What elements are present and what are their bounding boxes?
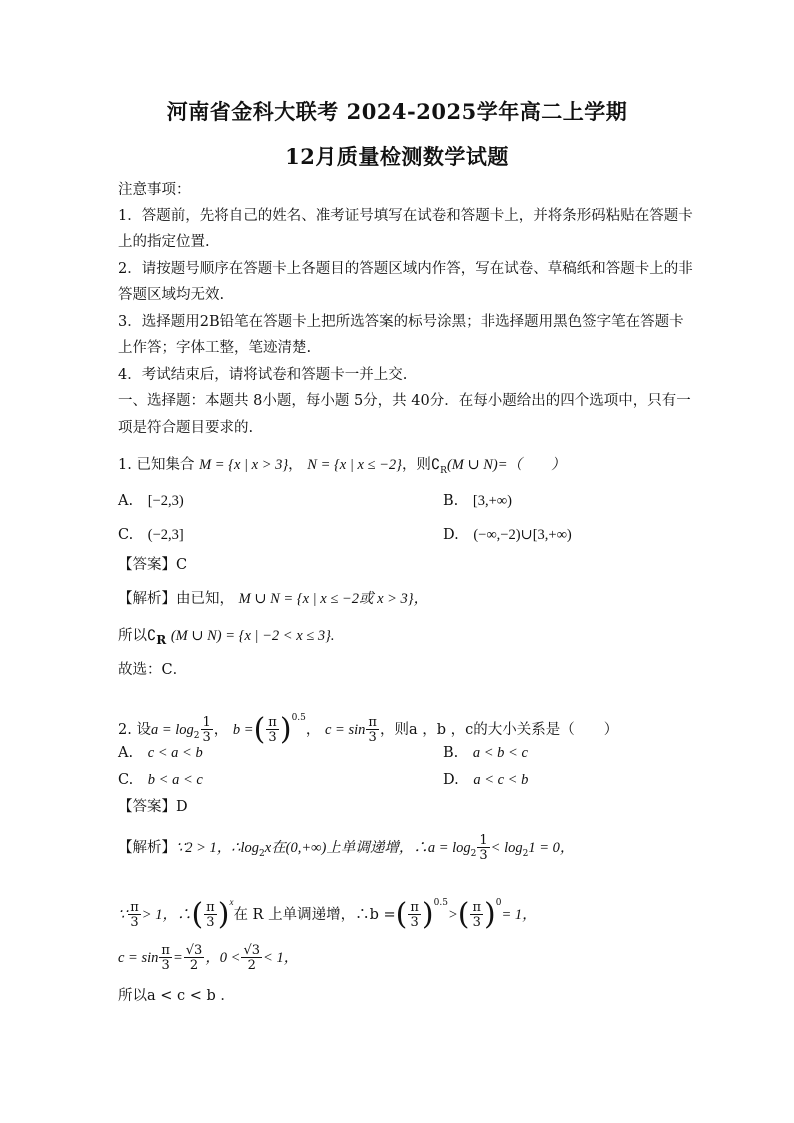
- question-2-stem: 2. 设$a = \log_2$ $\frac{1}{3}$ ， b =( $\frac{\pi}{3}$ )$^{0.5}$， c = sin $\frac{\pi}{3}$ ，则a ，b ，c的大小关系是（ ）: [118, 712, 619, 747]
- fraction: [477, 834, 489, 862]
- analysis-math: c = sin: [118, 950, 159, 966]
- q1-option-c: [118, 525, 184, 545]
- q2-c-def: c = sin: [325, 722, 366, 738]
- q2-conclusion: 所以a < c < b ．: [118, 988, 235, 1004]
- analysis-math: < log: [490, 840, 523, 856]
- notes-heading: 注意事项：: [118, 182, 191, 198]
- numerator: √3: [185, 943, 203, 958]
- fraction: [184, 944, 205, 972]
- option-value: c < a < b: [147, 745, 203, 761]
- option-value: (−2,3]: [147, 527, 184, 543]
- denominator: 3: [479, 848, 488, 863]
- log-base: 2: [193, 730, 200, 741]
- q1-prefix: 1. 已知集合: [118, 457, 195, 473]
- q1-complement-sub: R: [440, 465, 447, 476]
- numerator: π: [472, 900, 481, 915]
- numerator: √3: [243, 943, 261, 958]
- q1-option-a: [118, 491, 184, 511]
- q1-complement: ∁: [430, 457, 441, 473]
- analysis-math: >: [447, 907, 458, 923]
- section-heading-cont: 项是符合题目要求的.: [118, 420, 254, 436]
- denominator: 3: [268, 730, 277, 745]
- option-value: a < c < b: [473, 772, 529, 788]
- exponent: 0.5: [433, 898, 448, 908]
- exponent: 0.5: [291, 713, 306, 723]
- note-line: 3．选择题用2B铅笔在答题卡上把所选答案的标号涂黑；非选择题用黑色签字笔在答题卡: [118, 314, 684, 330]
- fraction: [366, 716, 379, 744]
- complement-sub: R: [156, 632, 167, 647]
- numerator: π: [206, 900, 215, 915]
- section-heading: 一、选择题：本题共 8小题，每小题 5分，共 40分．在每小题给出的四个选项中，只有一: [118, 393, 691, 409]
- option-label: B.: [443, 745, 459, 761]
- paren: (: [395, 897, 408, 932]
- fraction: [128, 901, 141, 929]
- exponent: 0: [495, 898, 502, 908]
- q2-answer: 【答案】D: [118, 799, 188, 815]
- option-value: [3,+∞): [472, 493, 512, 509]
- analysis-math: x在(0,+∞)上单调递增，∴a = log: [264, 840, 471, 856]
- option-value: (−∞,−2)∪[3,+∞): [473, 527, 572, 543]
- numerator: π: [161, 943, 170, 958]
- log-base: 2: [470, 848, 477, 859]
- denominator: 3: [161, 958, 170, 973]
- numerator: π: [130, 900, 139, 915]
- title-line-2: 12月质量检测数学试题: [285, 144, 509, 169]
- paren: ): [484, 897, 496, 932]
- paren: (: [191, 897, 204, 932]
- q2-option-d: [443, 770, 528, 790]
- log-base: 2: [522, 848, 529, 859]
- option-label: D.: [443, 527, 459, 543]
- analysis-math: 1 = 0，: [528, 840, 575, 856]
- note-line: 上作答；字体工整，笔迹清楚.: [118, 340, 312, 356]
- paren: ): [279, 712, 292, 747]
- paren: ): [217, 897, 230, 932]
- paren: (: [253, 712, 266, 747]
- denominator: 3: [368, 730, 377, 745]
- fraction: [204, 901, 217, 929]
- fraction: [470, 901, 483, 929]
- fraction: [241, 944, 262, 972]
- analysis-math: ∵2 > 1，∴log: [176, 840, 260, 856]
- analysis-math: M ∪ N = {x | x ≤ −2或 x > 3}，: [238, 591, 429, 607]
- option-label: D.: [443, 772, 459, 788]
- q1-set-n: N = {x | x ≤ −2}: [307, 457, 402, 473]
- analysis-math: = 1，: [501, 907, 537, 923]
- fraction: [159, 944, 172, 972]
- q1-set-m: M = {x | x > 3}: [199, 457, 289, 473]
- option-label: A.: [118, 745, 134, 761]
- q2-a-def: a = log: [150, 722, 194, 738]
- numerator: 1: [479, 833, 488, 848]
- q1-option-d: [443, 525, 572, 545]
- note-line: 答题区域均无效.: [118, 287, 225, 303]
- q2-option-b: [443, 743, 528, 763]
- option-label: C.: [118, 527, 134, 543]
- fraction: [201, 716, 213, 744]
- note-line: 4．考试结束后，请将试卷和答题卡一并上交.: [118, 367, 408, 383]
- question-1-stem: 1. 已知集合 M = {x | x > 3}， N = {x | x ≤ −2}，则$∁_R(M$ ∪ N)=（ ）: [118, 457, 566, 476]
- analysis-math: =: [172, 950, 183, 966]
- paren: (: [457, 897, 470, 932]
- analysis-math: < 1，: [263, 950, 299, 966]
- note-line: 2．请按题号顺序在答题卡上各题目的答题区域内作答，写在试卷、草稿纸和答题卡上的非: [118, 261, 693, 277]
- q2-prefix: 2. 设: [118, 722, 151, 738]
- q1-expr: (M ∪ N)=（ ）: [446, 457, 566, 473]
- denominator: 2: [247, 958, 256, 973]
- analysis-math: (M ∪ N) = {x | −2 < x ≤ 3}.: [170, 628, 335, 644]
- denominator: 3: [472, 915, 481, 930]
- q1-analysis-line-2: [118, 626, 678, 650]
- numerator: π: [410, 900, 419, 915]
- q1-analysis-line-1: [118, 589, 678, 609]
- q2-analysis-line-2: [118, 882, 678, 932]
- denominator: 3: [130, 915, 139, 930]
- note-line: 上的指定位置.: [118, 234, 210, 250]
- analysis-math: ，0 <: [205, 950, 241, 966]
- title-line-1: 河南省金科大联考 2024-2025学年高二上学期: [166, 99, 628, 124]
- denominator: 3: [206, 915, 215, 930]
- option-label: A.: [118, 493, 134, 509]
- numerator: π: [268, 715, 277, 730]
- complement-symbol: ∁: [147, 628, 157, 644]
- option-label: B.: [443, 493, 459, 509]
- numerator: 1: [202, 715, 211, 730]
- option-value: b < a < c: [147, 772, 203, 788]
- exponent: x: [229, 897, 234, 907]
- analysis-text: 所以: [118, 628, 147, 644]
- denominator: 3: [410, 915, 419, 930]
- option-label: C.: [118, 772, 134, 788]
- numerator: π: [368, 715, 377, 730]
- option-value: a < b < c: [472, 745, 528, 761]
- q1-answer: 【答案】C: [118, 557, 188, 573]
- option-value: [−2,3): [147, 493, 184, 509]
- fraction: [408, 901, 421, 929]
- analysis-math: ∵: [118, 907, 128, 923]
- note-line: 1．答题前，先将自己的姓名、准考证号填写在试卷和答题卡上，并将条形码粘贴在答题卡: [118, 208, 693, 224]
- q2-ask: ，则a ，b ，c的大小关系是（ ）: [379, 722, 619, 738]
- analysis-label: 【解析】: [118, 591, 176, 607]
- q2-b-def: b =: [232, 722, 254, 738]
- analysis-label: 【解析】: [118, 840, 176, 856]
- analysis-text: 由已知，: [176, 591, 234, 607]
- q2-option-a: [118, 743, 203, 763]
- log-base: 2: [259, 848, 265, 859]
- denominator: 2: [189, 958, 199, 973]
- analysis-math: > 1，∴: [141, 907, 192, 923]
- q2-analysis-line-3: [118, 938, 678, 978]
- paren: ): [421, 897, 434, 932]
- q1-conclusion: 故选：C．: [118, 662, 188, 678]
- q1-ask: ，则: [401, 457, 431, 473]
- analysis-text: 在 R 上单调递增，∴b =: [233, 907, 396, 923]
- fraction: [266, 716, 279, 744]
- q1-option-b: [443, 491, 512, 511]
- q2-option-c: [118, 770, 203, 790]
- denominator: 3: [202, 730, 211, 745]
- q2-analysis-line-1: [118, 830, 678, 866]
